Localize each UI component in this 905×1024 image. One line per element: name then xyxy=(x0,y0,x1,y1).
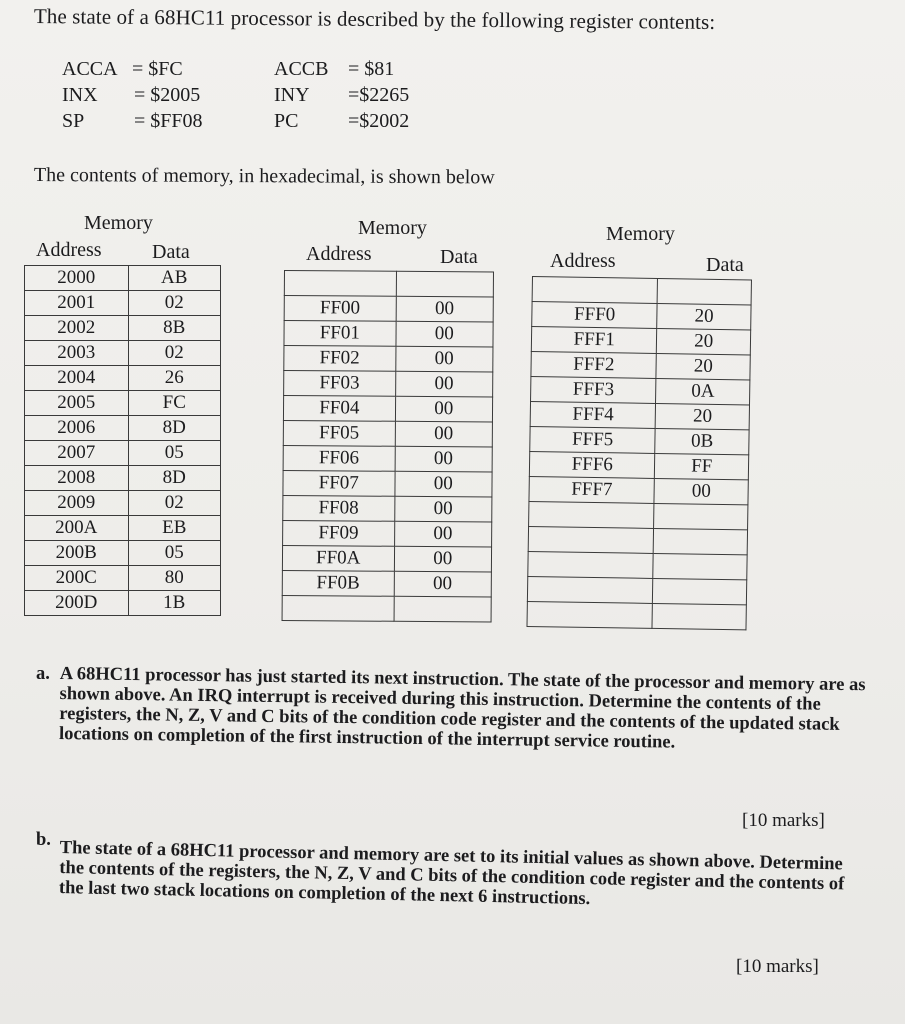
table-row xyxy=(282,570,491,596)
table-row xyxy=(284,271,493,297)
table-row xyxy=(25,316,221,341)
table-cell-address: 200B xyxy=(25,541,129,566)
table-cell-data: EB xyxy=(128,516,220,541)
table-cell-data: 8D xyxy=(128,416,220,441)
table-cell-address: FF00 xyxy=(284,296,396,322)
table-cell-data xyxy=(396,271,494,297)
table-cell-address: FF07 xyxy=(283,470,395,496)
question-a-marks: [10 marks] xyxy=(742,810,825,831)
table-cell-data: 05 xyxy=(128,441,220,466)
table-row xyxy=(529,476,748,504)
table-cell-address xyxy=(527,601,653,628)
table-cell-address: FF09 xyxy=(283,520,395,546)
table-cell-address: FF06 xyxy=(283,445,395,471)
table2-address-header: Address xyxy=(306,243,372,265)
table3-data-header: Data xyxy=(706,254,744,276)
table-row xyxy=(25,516,221,541)
table-cell-address: 2004 xyxy=(25,366,129,391)
table-row xyxy=(25,391,221,416)
table-row xyxy=(529,451,748,479)
table-cell-data xyxy=(653,578,747,604)
table-cell-data: 00 xyxy=(394,521,492,547)
table-cell-data: 02 xyxy=(128,291,220,316)
table-row xyxy=(25,416,221,441)
table-row xyxy=(284,321,493,347)
table-cell-address: FF01 xyxy=(284,321,396,347)
table-cell-address: FFF0 xyxy=(532,302,658,329)
table-cell-data: 00 xyxy=(654,478,748,504)
table-cell-data xyxy=(652,603,746,629)
table1-memory-label: Memory xyxy=(84,212,153,234)
register-sp: SP xyxy=(62,110,85,132)
table-cell-data: 80 xyxy=(128,566,220,591)
table-cell-address: FFF1 xyxy=(531,327,657,354)
register-inx-value: = $2005 xyxy=(134,84,201,106)
table-row xyxy=(284,296,493,322)
question-a-text: A 68HC11 processor has just started its next instruction. The state of the processor and memory are as shown above. An IRQ interrupt is received during this instruction. Determine the contents of the registers, the N, Z, V and C bits of the condition code register and the contents of the updated stack locations on completion of the first instruction of the interrupt service routine. xyxy=(58,664,866,753)
register-accb-value: = $81 xyxy=(348,58,395,80)
table-cell-address: 2000 xyxy=(25,266,129,291)
table-cell-address: FF0A xyxy=(282,545,394,571)
table-cell-address: FFF2 xyxy=(531,351,657,378)
table-cell-data: 02 xyxy=(128,341,220,366)
table-cell-data: 20 xyxy=(656,353,750,379)
table-row xyxy=(283,445,492,471)
table-cell-address: FF08 xyxy=(283,495,395,521)
table-row xyxy=(282,545,491,571)
table-row xyxy=(527,576,746,604)
table-cell-address xyxy=(282,595,394,621)
memory-table-fff0 xyxy=(526,276,751,630)
table-cell-address: FF03 xyxy=(284,371,396,397)
table-row xyxy=(283,470,492,496)
table-row xyxy=(25,441,221,466)
table-cell-address: 2009 xyxy=(25,491,129,516)
table-cell-data: 8D xyxy=(128,466,220,491)
table-cell-data xyxy=(654,503,748,529)
table-cell-data: 20 xyxy=(656,403,750,429)
register-inx: INX xyxy=(62,84,98,106)
table-cell-data: 1B xyxy=(128,591,220,616)
table-cell-data: 26 xyxy=(128,366,220,391)
table-cell-data: 02 xyxy=(128,491,220,516)
table-row xyxy=(25,491,221,516)
table-row xyxy=(527,601,746,629)
table-cell-data: 20 xyxy=(657,303,751,329)
table-row xyxy=(282,595,491,621)
table-cell-address: FF02 xyxy=(284,346,396,372)
table-row xyxy=(284,346,493,372)
table-cell-address: 200D xyxy=(25,591,129,616)
page-title: The state of a 68HC11 processor is described by the following register contents: xyxy=(33,4,716,34)
table1-data-header: Data xyxy=(152,241,190,263)
table-cell-data xyxy=(654,528,748,554)
question-b-text: The state of a 68HC11 processor and memory are set to its initial values as shown above. Determine the contents of the registers, the N, Z, V and C bits of the condition code register and the contents of the last two stack locations on completion of the next 6 instructions. xyxy=(58,838,845,910)
table-cell-data: 00 xyxy=(394,546,492,572)
table-cell-address: 2002 xyxy=(25,316,129,341)
table-cell-data: 00 xyxy=(395,446,493,472)
register-accb: ACCB xyxy=(274,58,329,80)
register-iny: INY xyxy=(274,84,310,106)
table-row xyxy=(25,266,221,291)
question-b-marks: [10 marks] xyxy=(736,956,819,977)
table-cell-data: AB xyxy=(128,266,220,291)
table-cell-data: 05 xyxy=(128,541,220,566)
table-cell-address: 2003 xyxy=(25,341,129,366)
table-row xyxy=(283,495,492,521)
table-cell-data: 00 xyxy=(395,346,493,372)
table-cell-data: FF xyxy=(655,453,749,479)
table-row xyxy=(25,291,221,316)
table-cell-data: 0A xyxy=(656,378,750,404)
table-cell-address: 200C xyxy=(25,566,129,591)
table-cell-data: 8B xyxy=(128,316,220,341)
table-row xyxy=(529,501,748,529)
register-pc: PC xyxy=(274,110,299,132)
memory-table-ff00 xyxy=(282,270,494,622)
register-pc-value: =$2002 xyxy=(348,110,410,132)
table-row xyxy=(531,351,750,379)
table-cell-data xyxy=(658,278,752,304)
table-cell-address xyxy=(284,271,396,297)
table-row xyxy=(283,520,492,546)
table-row xyxy=(532,277,751,305)
table-cell-address: 2006 xyxy=(25,416,129,441)
table-cell-address xyxy=(528,551,654,578)
table-cell-data: 00 xyxy=(394,496,492,522)
table-cell-data: 20 xyxy=(657,328,751,354)
table-cell-address: 2005 xyxy=(25,391,129,416)
table3-memory-label: Memory xyxy=(606,223,675,245)
table2-memory-label: Memory xyxy=(358,217,427,239)
table-row xyxy=(530,401,749,429)
table-row xyxy=(284,371,493,397)
table-cell-address xyxy=(529,501,655,528)
table-cell-data: 00 xyxy=(394,471,492,497)
table3-address-header: Address xyxy=(550,250,616,272)
table-cell-data: 00 xyxy=(395,421,493,447)
table-row xyxy=(25,566,221,591)
table-row xyxy=(25,466,221,491)
table-row xyxy=(531,376,750,404)
table-cell-address: FF04 xyxy=(283,396,395,422)
table-cell-address: FFF7 xyxy=(529,476,655,503)
table-row xyxy=(25,366,221,391)
table-cell-address xyxy=(527,576,653,603)
table-cell-address: FFF5 xyxy=(530,426,656,453)
table-cell-data: FC xyxy=(128,391,220,416)
table-cell-address: 2008 xyxy=(25,466,129,491)
table-cell-address: FF05 xyxy=(283,420,395,446)
table-cell-address: FFF4 xyxy=(530,401,656,428)
table-row xyxy=(532,302,751,330)
memory-intro: The contents of memory, in hexadecimal, is shown below xyxy=(33,164,495,189)
table-row xyxy=(25,541,221,566)
table-row xyxy=(25,341,221,366)
table-cell-data: 00 xyxy=(395,371,493,397)
register-name: ACCA xyxy=(62,58,118,80)
table-cell-address: 200A xyxy=(25,516,129,541)
table1-address-header: Address xyxy=(36,239,102,261)
table-row xyxy=(25,591,221,616)
table-cell-address: FF0B xyxy=(282,570,394,596)
table-row xyxy=(531,327,750,355)
table-cell-address: 2007 xyxy=(25,441,129,466)
table2-data-header: Data xyxy=(440,246,478,268)
table-cell-data: 0B xyxy=(655,428,749,454)
question-a-label: a. xyxy=(36,664,50,684)
table-row xyxy=(530,426,749,454)
table-cell-address: FFF6 xyxy=(529,451,655,478)
register-acca-value: = $FC xyxy=(132,58,183,80)
table-row xyxy=(283,396,492,422)
register-sp-value: = $FF08 xyxy=(134,110,203,132)
register-acca xyxy=(62,58,118,81)
memory-table-2000 xyxy=(24,265,221,616)
table-row xyxy=(283,420,492,446)
table-cell-data xyxy=(394,596,492,622)
table-cell-address: FFF3 xyxy=(531,376,657,403)
table-row xyxy=(528,551,747,579)
table-cell-address xyxy=(528,526,654,553)
table-cell-data xyxy=(653,553,747,579)
table-row xyxy=(528,526,747,554)
table-cell-address xyxy=(532,277,658,304)
table-cell-data: 00 xyxy=(394,571,492,597)
question-b-label: b. xyxy=(36,830,51,850)
table-cell-address: 2001 xyxy=(25,291,129,316)
table-cell-data: 00 xyxy=(395,396,493,422)
table-cell-data: 00 xyxy=(396,321,494,347)
register-iny-value: =$2265 xyxy=(348,84,410,106)
table-cell-data: 00 xyxy=(396,296,494,322)
